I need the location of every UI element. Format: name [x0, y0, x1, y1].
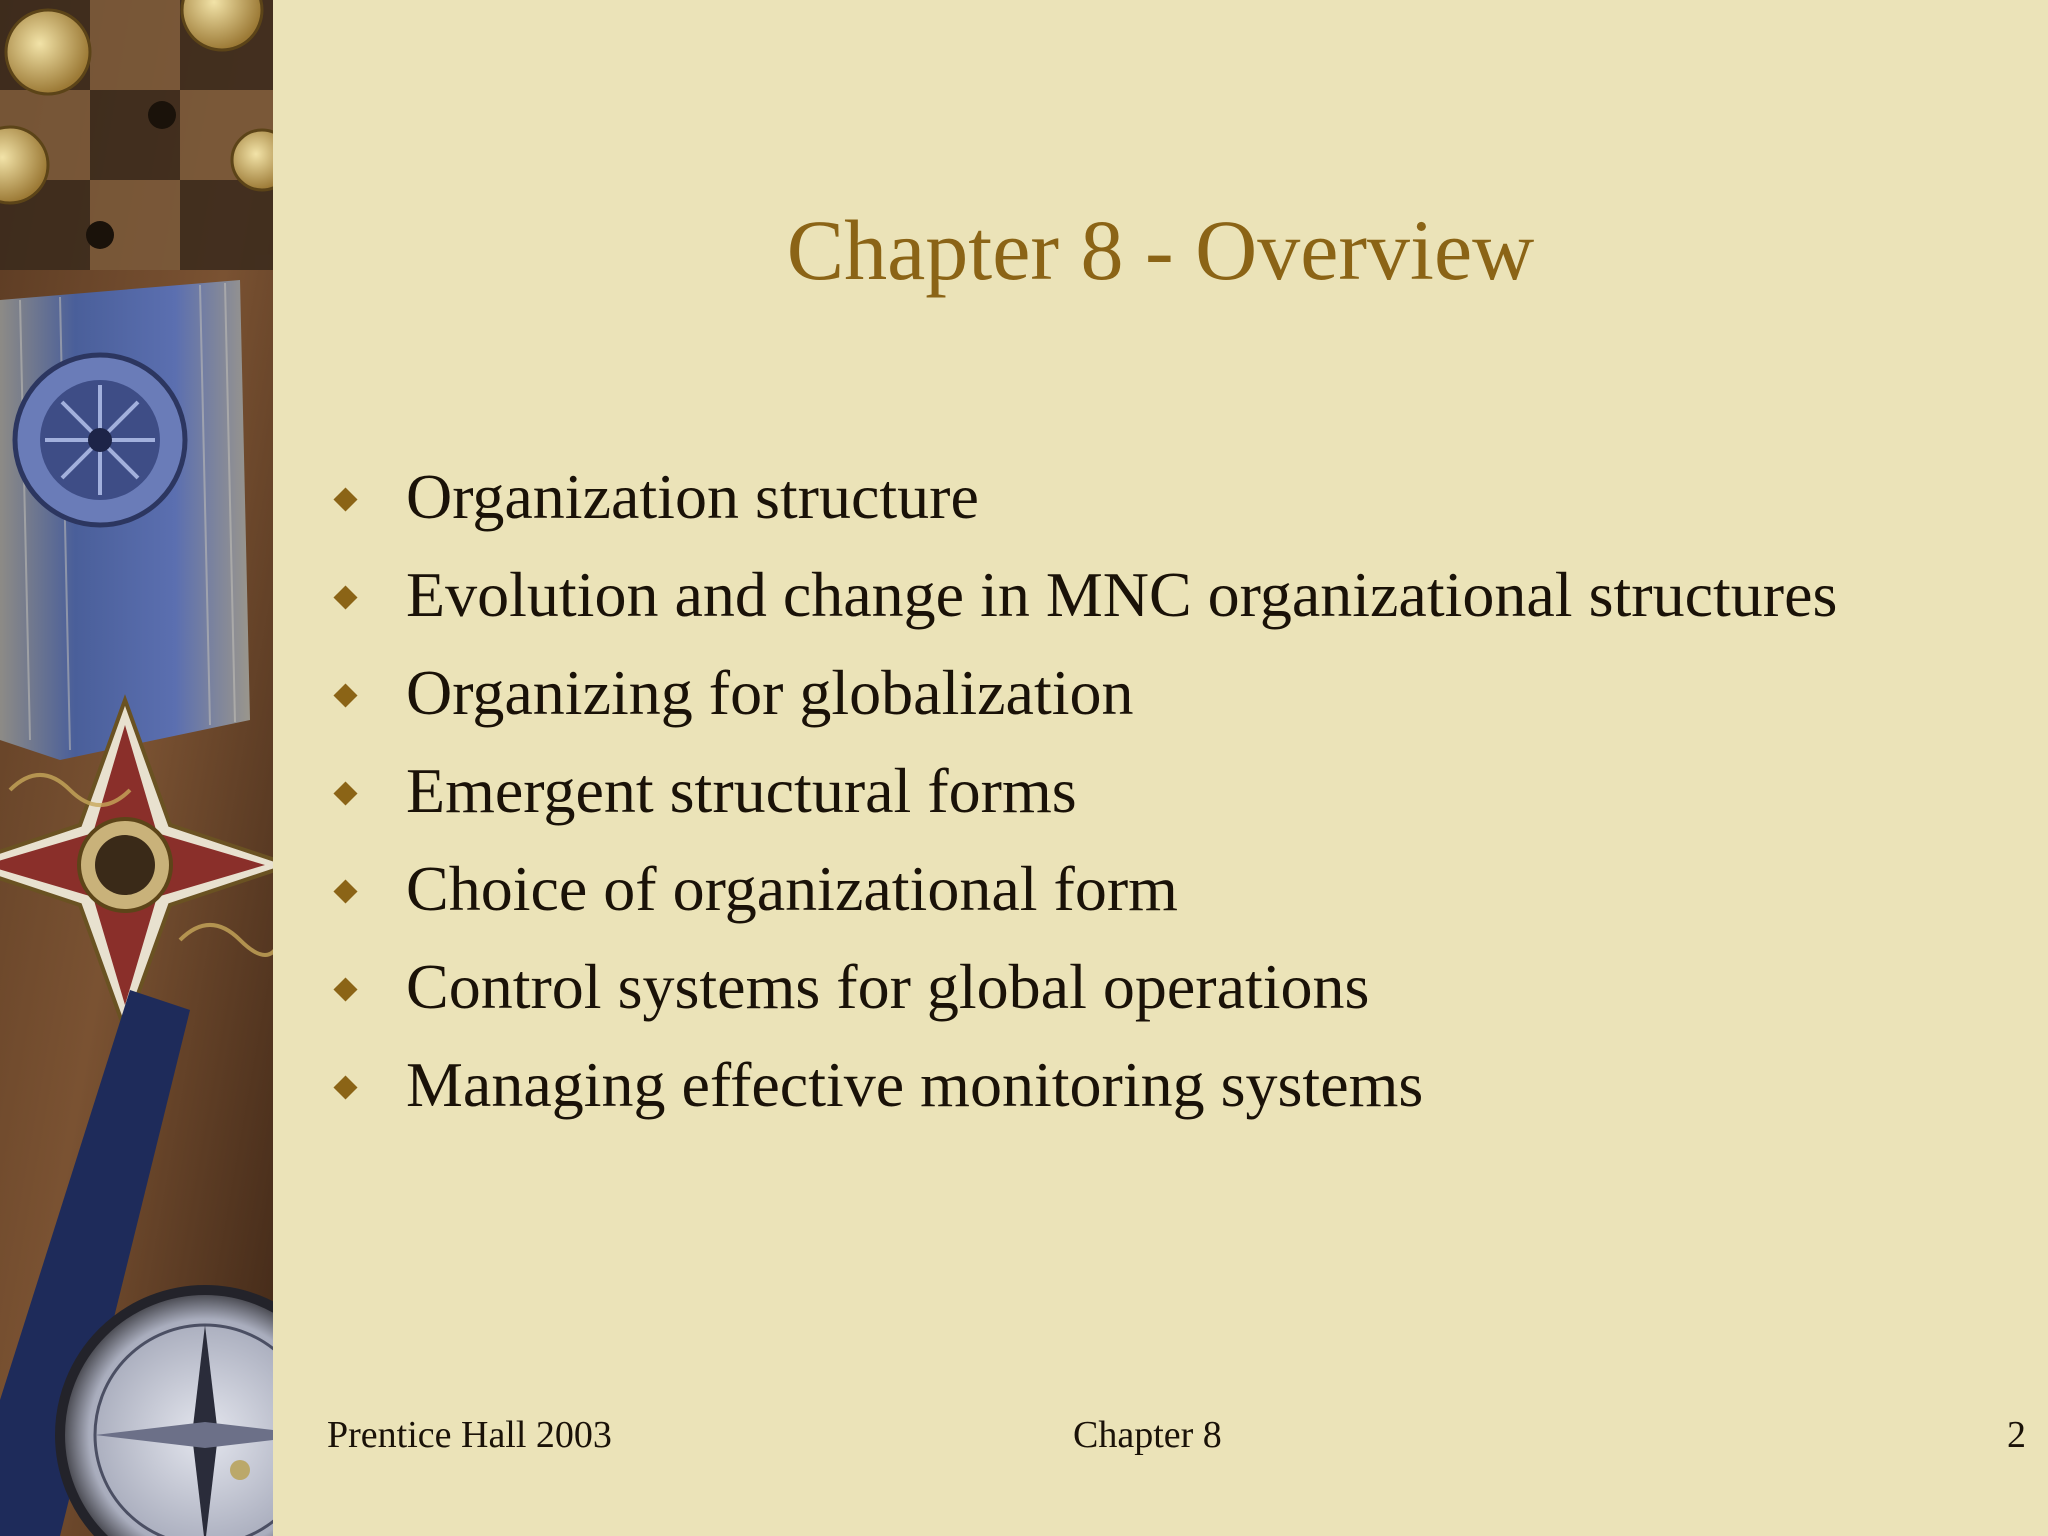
bullet-text: Emergent structural forms [406, 755, 1077, 826]
bullet-item [326, 546, 1837, 644]
bullet-item [326, 1036, 1837, 1134]
bullet-item [326, 840, 1837, 938]
bullet-text: Evolution and change in MNC organizational structures [406, 559, 1838, 630]
diamond-bullet-icon [333, 879, 357, 903]
bullet-text: Managing effective monitoring systems [406, 1049, 1424, 1120]
diamond-bullet-icon [333, 585, 357, 609]
decorative-medals-image [0, 0, 273, 1536]
slide-title: Chapter 8 - Overview [786, 202, 1535, 298]
bullet-text: Organizing for globalization [406, 657, 1134, 728]
bullet-item [326, 742, 1837, 840]
bullet-item [326, 938, 1837, 1036]
bullet-item [326, 448, 1837, 546]
bullet-list [326, 448, 1837, 1134]
diamond-bullet-icon [333, 977, 357, 1001]
bullet-text: Choice of organizational form [406, 853, 1178, 924]
bullet-text: Organization structure [406, 461, 979, 532]
diamond-bullet-icon [333, 781, 357, 805]
bullet-text: Control systems for global operations [406, 951, 1370, 1022]
footer-chapter: Chapter 8 [1073, 1414, 1222, 1456]
footer-page-number: 2 [2007, 1414, 2026, 1456]
bullet-item [326, 644, 1837, 742]
footer-publisher: Prentice Hall 2003 [327, 1414, 612, 1456]
diamond-bullet-icon [333, 683, 357, 707]
diamond-bullet-icon [333, 1075, 357, 1099]
diamond-bullet-icon [333, 487, 357, 511]
